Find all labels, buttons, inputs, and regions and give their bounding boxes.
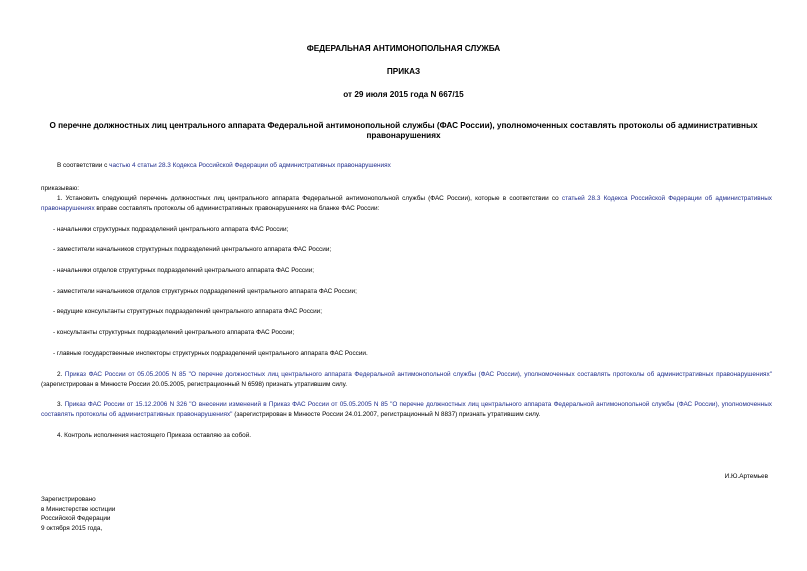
agency-name: ФЕДЕРАЛЬНАЯ АНТИМОНОПОЛЬНАЯ СЛУЖБА <box>306 44 501 53</box>
document-title: О перечне должностных лиц центрального аппарата Федеральной антимонопольной службы (ФАС России), уполномоченных составлять протоколы об административных правонарушениях <box>49 121 758 140</box>
registration-line: Зарегистрировано <box>41 496 96 503</box>
list-item: - начальники структурных подразделений центрального аппарата ФАС России; <box>53 226 289 233</box>
item-3-order-link[interactable]: Приказ ФАС России от 15.12.2006 N 326 "О внесении изменений в Приказ ФАС России от 05.05.2005 N 85 "О перечне должностных лиц центрального аппарата Федеральной антимонопольной службы (ФАС России), уполномоченных составлять протоколы об административных правонарушениях" <box>41 401 773 418</box>
item-2-order-link[interactable]: Приказ ФАС России от 05.05.2005 N 85 "О перечне должностных лиц центрального аппарата Федеральной антимонопольной службы (ФАС России), уполномоченных составлять протоколы об административных правонарушениях" <box>64 371 772 378</box>
registration-line: 9 октября 2015 года, <box>41 525 103 532</box>
list-item: - заместители начальников структурных подразделений центрального аппарата ФАС России; <box>53 246 332 253</box>
list-item: - заместители начальников отделов структурных подразделений центрального аппарата ФАС России; <box>53 288 357 295</box>
item-3-prefix: 3. <box>57 401 65 408</box>
item-4: 4. Контроль исполнения настоящего Приказа оставляю за собой. <box>57 432 252 439</box>
item-3-suffix: (зарегистрирован в Минюсте России 24.01.2007, регистрационный N 8837) признать утратившим силу. <box>232 410 541 418</box>
item-1-law-link[interactable]: статьей 28.3 Кодекса Российской Федерации об административных правонарушениях <box>41 195 772 212</box>
signature: И.Ю.Артемьев <box>724 473 768 480</box>
document-type: ПРИКАЗ <box>386 67 421 76</box>
list-item: - начальники отделов структурных подразделений центрального аппарата ФАС России; <box>53 267 315 274</box>
list-item: - ведущие консультанты структурных подразделений центрального аппарата ФАС России; <box>53 308 323 315</box>
preamble-law-link[interactable]: частью 4 статьи 28.3 Кодекса Российской Федерации об административных правонарушениях <box>109 162 391 169</box>
registration-line: Российской Федерации <box>41 515 111 522</box>
item-2 <box>41 370 772 389</box>
document-date-number: от 29 июля 2015 года N 667/15 <box>343 90 464 99</box>
preamble-prefix: В соответствии с <box>57 162 110 169</box>
item-1-text-b: вправе составлять протоколы об административных правонарушениях на бланке ФАС России: <box>94 204 380 212</box>
item-2-suffix: (зарегистрирован в Минюсте России 20.05.2005, регистрационный N 6598) признать утратившим силу. <box>41 380 347 388</box>
item-3 <box>41 400 772 419</box>
item-1 <box>41 194 772 213</box>
item-2-prefix: 2. <box>57 371 65 378</box>
registration-line: в Министерстве юстиции <box>41 506 116 513</box>
order-word: приказываю: <box>41 185 79 192</box>
list-item: - консультанты структурных подразделений центрального аппарата ФАС России; <box>53 329 295 336</box>
item-1-text-a: 1. Установить следующий перечень должностных лиц центрального аппарата Федеральной антимонопольной службы (ФАС России), которые в соответствии со <box>57 195 562 202</box>
list-item: - главные государственные инспекторы структурных подразделений центрального аппарата ФАС России. <box>53 350 368 357</box>
preamble <box>57 161 391 171</box>
